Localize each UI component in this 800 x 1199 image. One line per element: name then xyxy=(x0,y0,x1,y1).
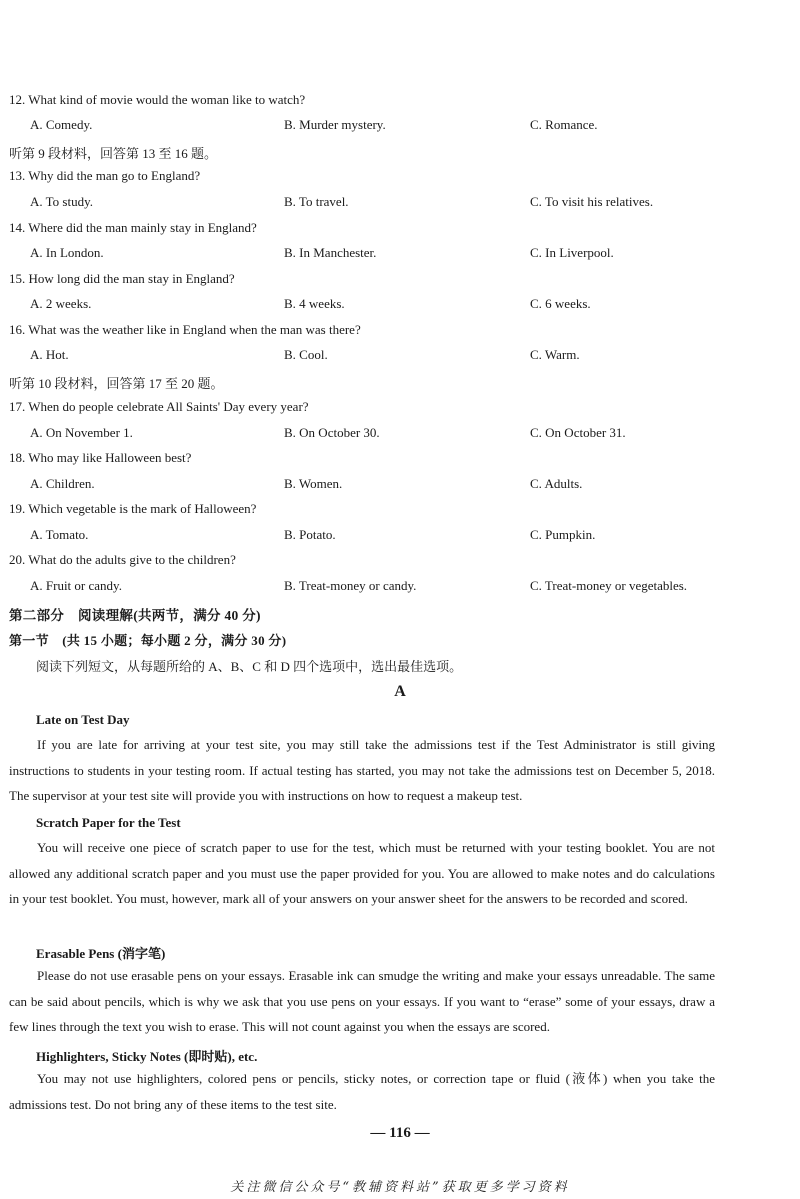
paragraph-scratch-paper: You will receive one piece of scratch paper to use for the test, which must be returned with your testing booklet. You are not allowed any additional scratch paper and you must use the paper provided for you. You are allowed to make notes and do calculations in your test booklet. You must, however, mark all of your answers on your answer sheet for the answers to be recorded and scored. xyxy=(9,840,715,907)
q16-option-b: B. Cool. xyxy=(284,347,328,362)
section-heading-highlighters: Highlighters, Sticky Notes (即时贴), etc. xyxy=(36,1049,258,1064)
reading-directions: 阅读下列短文，从每题所给的 A、B、C 和 D 四个选项中，选出最佳选项。 xyxy=(36,659,463,674)
section-heading-scratch-paper: Scratch Paper for the Test xyxy=(36,815,181,830)
q15-option-b: B. 4 weeks. xyxy=(284,296,345,311)
q15-option-a: A. 2 weeks. xyxy=(30,296,92,311)
q18-option-a: A. Children. xyxy=(30,476,95,491)
q17-option-b: B. On October 30. xyxy=(284,425,380,440)
footer-note: 关注微信公众号“教辅资料站”获取更多学习资料 xyxy=(230,1180,570,1195)
q19-option-c: C. Pumpkin. xyxy=(530,527,596,542)
q20-option-c: C. Treat-money or vegetables. xyxy=(530,578,688,593)
passage-9-instruction: 听第 9 段材料，回答第 13 至 16 题。 xyxy=(9,146,218,161)
question-14: 14. Where did the man mainly stay in England? xyxy=(9,220,257,235)
question-17: 17. When do people celebrate All Saints' Day every year? xyxy=(9,399,309,414)
q12-option-a: A. Comedy. xyxy=(30,117,93,132)
question-20: 20. What do the adults give to the children? xyxy=(9,552,236,567)
q17-option-c: C. On October 31. xyxy=(530,425,626,440)
q16-option-c: C. Warm. xyxy=(530,347,580,362)
q13-option-c: C. To visit his relatives. xyxy=(530,194,654,209)
page-number: — 116 — xyxy=(370,1125,430,1141)
q17-option-a: A. On November 1. xyxy=(30,425,133,440)
q12-option-b: B. Murder mystery. xyxy=(284,117,386,132)
q19-option-a: A. Tomato. xyxy=(30,527,89,542)
q16-option-a: A. Hot. xyxy=(30,347,69,362)
q15-option-c: C. 6 weeks. xyxy=(530,296,591,311)
section1-title: 第一节 (共 15 小题；每小题 2 分，满分 30 分) xyxy=(9,633,287,648)
question-16: 16. What was the weather like in England when the man was there? xyxy=(9,322,361,337)
passage-10-instruction: 听第 10 段材料，回答第 17 至 20 题。 xyxy=(9,376,224,391)
question-12: 12. What kind of movie would the woman like to watch? xyxy=(9,92,306,107)
q18-option-b: B. Women. xyxy=(284,476,343,491)
question-15: 15. How long did the man stay in England? xyxy=(9,271,235,286)
question-19: 19. Which vegetable is the mark of Halloween? xyxy=(9,501,257,516)
section-heading-erasable-pens: Erasable Pens (消字笔) xyxy=(36,946,166,961)
paragraph-late: If you are late for arriving at your test site, you may still take the admissions test if the Test Administrator is still giving instructions to students in your testing room. If actual testing has started, you may not take the admissions test on December 5, 2018. The supervisor at your test site will provide you with instructions on how to request a makeup test. xyxy=(9,737,715,804)
passage-letter: A xyxy=(394,683,406,700)
q14-option-a: A. In London. xyxy=(30,245,104,260)
q20-option-b: B. Treat-money or candy. xyxy=(284,578,417,593)
paragraph-erasable-pens: Please do not use erasable pens on your essays. Erasable ink can smudge the writing and make your essays unreadable. The same can be said about pencils, which is why we ask that you use pens on your essays. If you want to “erase” some of your essays, draw a few lines through the text you wish to erase. This will not count against you when the essays are scored. xyxy=(9,968,715,1035)
section-heading-late: Late on Test Day xyxy=(36,712,130,727)
question-18: 18. Who may like Halloween best? xyxy=(9,450,192,465)
q18-option-c: C. Adults. xyxy=(530,476,583,491)
q13-option-b: B. To travel. xyxy=(284,194,349,209)
part2-title: 第二部分 阅读理解(共两节，满分 40 分) xyxy=(9,608,261,623)
q13-option-a: A. To study. xyxy=(30,194,94,209)
q19-option-b: B. Potato. xyxy=(284,527,336,542)
q20-option-a: A. Fruit or candy. xyxy=(30,578,122,593)
q12-option-c: C. Romance. xyxy=(530,117,598,132)
q14-option-c: C. In Liverpool. xyxy=(530,245,614,260)
paragraph-highlighters: You may not use highlighters, colored pens or pencils, sticky notes, or correction tape or fluid (液体) when you take the admissions test. Do not bring any of these items to the test site. xyxy=(9,1071,715,1112)
q14-option-b: B. In Manchester. xyxy=(284,245,377,260)
question-13: 13. Why did the man go to England? xyxy=(9,168,201,183)
